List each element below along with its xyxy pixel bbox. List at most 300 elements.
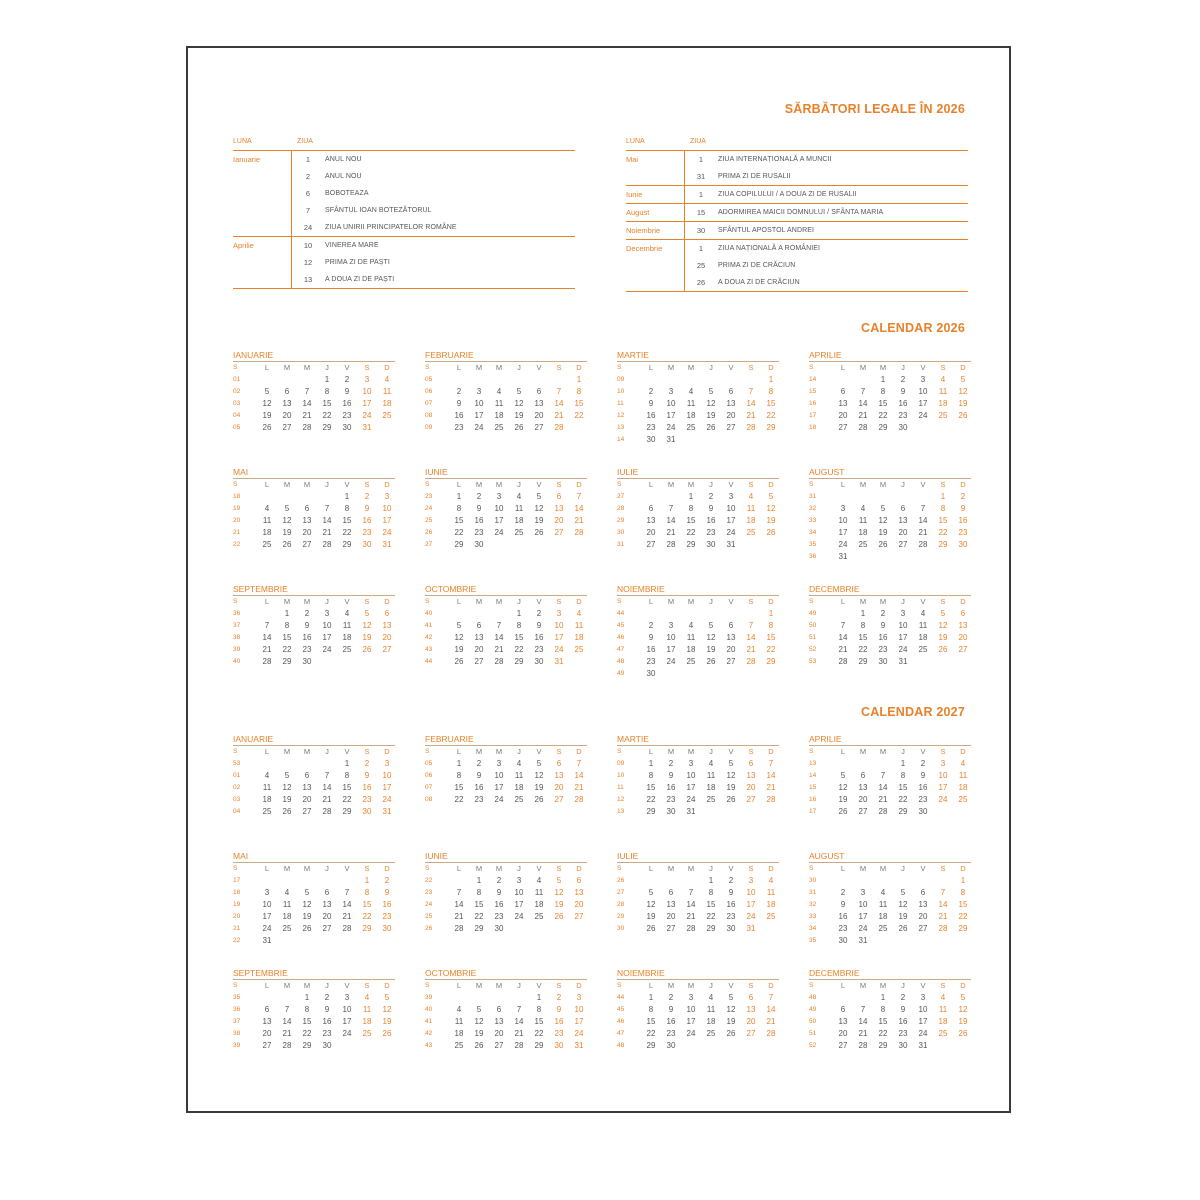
week-row — [425, 620, 587, 632]
day-cell: 26 — [282, 540, 292, 549]
weekday-header-row — [617, 863, 779, 875]
weekday-header: L — [456, 480, 462, 489]
day-cell: 8 — [536, 1005, 542, 1014]
day-cell: 21 — [494, 645, 504, 654]
week-row — [425, 374, 587, 386]
holiday-name: BOBOTEAZA — [325, 190, 369, 197]
month-name: DECEMBRIE — [809, 968, 971, 980]
day-cell: 13 — [534, 399, 544, 408]
week-column-header: S — [425, 598, 430, 605]
weekday-header: J — [325, 864, 329, 873]
day-cell: 25 — [938, 1029, 948, 1038]
day-cell: 25 — [382, 411, 392, 420]
week-row — [425, 503, 587, 515]
month-block — [809, 734, 971, 818]
day-cell: 12 — [454, 633, 464, 642]
day-cell: 28 — [766, 795, 776, 804]
week-row — [809, 899, 971, 911]
day-cell: 10 — [322, 621, 332, 630]
day-cell: 15 — [514, 633, 524, 642]
week-number: 41 — [425, 1018, 433, 1025]
holiday-name: ZIUA UNIRII PRINCIPATELOR ROMÂNE — [325, 224, 457, 231]
week-number: 05 — [425, 760, 433, 767]
day-cell: 18 — [746, 516, 756, 525]
week-number: 53 — [809, 658, 817, 665]
holiday-row — [233, 168, 575, 185]
day-cell: 4 — [264, 504, 270, 513]
day-cell: 25 — [514, 795, 524, 804]
week-number: 22 — [233, 541, 241, 548]
day-cell: 17 — [938, 783, 948, 792]
week-number: 16 — [809, 796, 817, 803]
weekday-header: V — [344, 363, 350, 372]
day-cell: 24 — [342, 1029, 352, 1038]
day-cell: 24 — [322, 645, 332, 654]
day-cell: 29 — [322, 423, 332, 432]
day-cell: 26 — [938, 645, 948, 654]
day-cell: 12 — [282, 516, 292, 525]
day-cell: 6 — [556, 759, 562, 768]
day-cell: 10 — [342, 1005, 352, 1014]
day-cell: 1 — [880, 375, 886, 384]
day-cell: 11 — [262, 516, 272, 525]
day-cell: 20 — [262, 1029, 272, 1038]
week-row — [617, 875, 779, 887]
day-cell: 11 — [706, 1005, 716, 1014]
weekday-header-row — [233, 746, 395, 758]
week-number: 51 — [809, 634, 817, 641]
day-cell: 27 — [746, 795, 756, 804]
day-cell: 14 — [302, 399, 312, 408]
day-cell: 8 — [324, 387, 330, 396]
day-cell: 17 — [918, 399, 928, 408]
day-cell: 21 — [878, 795, 888, 804]
day-cell: 11 — [766, 888, 776, 897]
day-cell: 1 — [324, 375, 330, 384]
week-number: 14 — [809, 772, 817, 779]
week-row — [425, 1040, 587, 1052]
holiday-row — [626, 274, 968, 291]
weekday-header: J — [709, 981, 713, 990]
day-cell: 30 — [362, 807, 372, 816]
week-column-header: S — [233, 865, 238, 872]
day-cell: 2 — [476, 492, 482, 501]
weekday-header-row — [809, 479, 971, 491]
day-cell: 25 — [746, 528, 756, 537]
day-cell: 21 — [302, 411, 312, 420]
day-cell: 5 — [840, 771, 846, 780]
day-cell: 24 — [726, 528, 736, 537]
day-cell: 29 — [514, 657, 524, 666]
day-cell: 13 — [302, 783, 312, 792]
weekday-header: J — [901, 480, 905, 489]
day-cell: 17 — [726, 516, 736, 525]
day-cell: 23 — [898, 411, 908, 420]
day-cell: 27 — [534, 423, 544, 432]
day-cell: 17 — [746, 900, 756, 909]
weekday-header: V — [728, 597, 734, 606]
day-cell: 18 — [686, 645, 696, 654]
week-row — [233, 503, 395, 515]
week-number: 31 — [809, 889, 817, 896]
day-cell: 23 — [382, 912, 392, 921]
day-cell: 12 — [534, 504, 544, 513]
day-cell: 14 — [666, 516, 676, 525]
holiday-name: VINEREA MARE — [325, 242, 379, 249]
holiday-row — [626, 168, 968, 185]
day-cell: 20 — [646, 528, 656, 537]
month-name: FEBRUARIE — [425, 734, 587, 746]
day-cell: 6 — [960, 609, 966, 618]
day-cell: 20 — [302, 528, 312, 537]
week-row — [425, 1004, 587, 1016]
day-cell: 4 — [456, 1005, 462, 1014]
day-cell: 12 — [282, 783, 292, 792]
week-row — [233, 539, 395, 551]
day-cell: 11 — [958, 771, 968, 780]
week-row — [233, 410, 395, 422]
day-cell: 2 — [496, 876, 502, 885]
weekday-header: M — [303, 597, 311, 606]
day-cell: 9 — [536, 621, 542, 630]
day-cell: 28 — [574, 795, 584, 804]
weekday-header: L — [840, 363, 846, 372]
day-cell: 23 — [302, 645, 312, 654]
day-cell: 12 — [554, 888, 564, 897]
day-cell: 21 — [574, 783, 584, 792]
holiday-day: 30 — [696, 226, 706, 235]
day-cell: 18 — [574, 633, 584, 642]
weekday-header: S — [556, 480, 562, 489]
day-cell: 4 — [536, 876, 542, 885]
weekday-header: J — [517, 363, 521, 372]
week-number: 46 — [617, 1018, 625, 1025]
month-block — [809, 350, 971, 434]
month-day-grid — [233, 863, 395, 947]
weekday-header: M — [475, 981, 483, 990]
day-cell: 6 — [496, 1005, 502, 1014]
day-cell: 7 — [880, 771, 886, 780]
day-cell: 23 — [898, 1029, 908, 1038]
day-cell: 17 — [362, 399, 372, 408]
weekday-header: M — [475, 597, 483, 606]
week-number: 37 — [233, 622, 241, 629]
week-row — [809, 758, 971, 770]
day-cell: 16 — [382, 900, 392, 909]
day-cell: 31 — [686, 807, 696, 816]
day-cell: 12 — [898, 900, 908, 909]
weekday-header: D — [960, 981, 966, 990]
holiday-day: 12 — [303, 258, 313, 267]
week-number: 14 — [617, 436, 625, 443]
holiday-row — [233, 151, 575, 168]
day-cell: 30 — [382, 924, 392, 933]
weekday-header: D — [960, 864, 966, 873]
week-column-header: S — [233, 598, 238, 605]
weekday-header: V — [728, 480, 734, 489]
day-cell: 20 — [574, 900, 584, 909]
day-cell: 18 — [766, 900, 776, 909]
week-row — [617, 992, 779, 1004]
weekday-header-row — [425, 746, 587, 758]
day-cell: 22 — [706, 912, 716, 921]
day-cell: 25 — [262, 807, 272, 816]
day-cell: 12 — [706, 399, 716, 408]
week-number: 14 — [809, 376, 817, 383]
week-row — [233, 806, 395, 818]
weekday-header: M — [283, 480, 291, 489]
weekday-header: V — [920, 363, 926, 372]
week-number: 50 — [809, 622, 817, 629]
day-cell: 22 — [646, 1029, 656, 1038]
holiday-name: ZIUA COPILULUI / A DOUA ZI DE RUSALII — [718, 191, 857, 198]
day-cell: 23 — [342, 411, 352, 420]
day-cell: 2 — [728, 876, 734, 885]
day-cell: 2 — [556, 993, 562, 1002]
day-cell: 24 — [666, 423, 676, 432]
week-row — [425, 1028, 587, 1040]
day-cell: 16 — [474, 783, 484, 792]
day-cell: 30 — [878, 657, 888, 666]
day-cell: 27 — [302, 540, 312, 549]
week-number: 27 — [425, 541, 433, 548]
weekday-header: D — [384, 480, 390, 489]
week-number: 21 — [233, 925, 241, 932]
week-number: 01 — [233, 376, 241, 383]
day-cell: 29 — [302, 1041, 312, 1050]
holiday-name: A DOUA ZI DE CRĂCIUN — [718, 279, 800, 286]
day-cell: 1 — [648, 759, 654, 768]
holiday-day: 10 — [303, 241, 313, 250]
day-cell: 19 — [554, 900, 564, 909]
day-cell: 22 — [898, 795, 908, 804]
day-cell: 30 — [494, 924, 504, 933]
day-cell: 29 — [706, 924, 716, 933]
day-cell: 9 — [496, 888, 502, 897]
day-cell: 2 — [476, 759, 482, 768]
weekday-header-row — [233, 863, 395, 875]
day-cell: 3 — [940, 759, 946, 768]
calendar-2026-title: CALENDAR 2026 — [860, 321, 965, 335]
week-row — [809, 923, 971, 935]
weekday-header: L — [264, 597, 270, 606]
day-cell: 22 — [766, 645, 776, 654]
weekday-header: M — [495, 981, 503, 990]
day-cell: 30 — [918, 807, 928, 816]
holiday-row — [233, 219, 575, 236]
day-cell: 5 — [536, 759, 542, 768]
day-cell: 19 — [878, 528, 888, 537]
week-row — [809, 398, 971, 410]
day-cell: 25 — [938, 411, 948, 420]
holiday-row — [626, 222, 968, 239]
weekday-header: J — [901, 597, 905, 606]
week-number: 18 — [809, 424, 817, 431]
day-cell: 21 — [666, 528, 676, 537]
day-cell: 7 — [496, 621, 502, 630]
day-cell: 23 — [474, 795, 484, 804]
weekday-header: J — [709, 363, 713, 372]
weekday-header: D — [384, 864, 390, 873]
day-cell: 12 — [514, 399, 524, 408]
col-day-label: ZIUA — [690, 138, 706, 145]
week-number: 50 — [809, 1018, 817, 1025]
week-column-header: S — [233, 748, 238, 755]
week-number: 20 — [233, 517, 241, 524]
day-cell: 10 — [726, 504, 736, 513]
day-cell: 30 — [554, 1041, 564, 1050]
day-cell: 4 — [960, 759, 966, 768]
weekday-header: S — [748, 864, 754, 873]
day-cell: 24 — [838, 540, 848, 549]
day-cell: 28 — [574, 528, 584, 537]
month-day-grid — [233, 746, 395, 818]
day-cell: 20 — [838, 411, 848, 420]
weekday-header-row — [425, 479, 587, 491]
day-cell: 3 — [668, 387, 674, 396]
day-cell: 25 — [958, 795, 968, 804]
week-number: 49 — [617, 670, 625, 677]
week-row — [809, 770, 971, 782]
day-cell: 19 — [958, 1017, 968, 1026]
weekday-header: M — [667, 864, 675, 873]
holiday-month: Aprilie — [233, 241, 254, 250]
week-number: 47 — [617, 646, 625, 653]
day-cell: 27 — [726, 657, 736, 666]
week-number: 19 — [233, 901, 241, 908]
day-cell: 5 — [728, 759, 734, 768]
week-row — [233, 491, 395, 503]
day-cell: 14 — [554, 399, 564, 408]
month-block — [425, 968, 587, 1052]
day-cell: 15 — [938, 516, 948, 525]
weekday-header: J — [325, 747, 329, 756]
day-cell: 15 — [878, 1017, 888, 1026]
day-cell: 24 — [746, 912, 756, 921]
weekday-header: M — [859, 597, 867, 606]
day-cell: 3 — [516, 876, 522, 885]
day-cell: 1 — [516, 609, 522, 618]
day-cell: 26 — [454, 657, 464, 666]
day-cell: 22 — [646, 795, 656, 804]
day-cell: 28 — [838, 657, 848, 666]
weekday-header: S — [748, 981, 754, 990]
day-cell: 3 — [324, 609, 330, 618]
day-cell: 7 — [748, 621, 754, 630]
weekday-header: V — [344, 597, 350, 606]
weekday-header: M — [859, 981, 867, 990]
week-number: 39 — [233, 646, 241, 653]
day-cell: 23 — [322, 1029, 332, 1038]
weekday-header: S — [748, 363, 754, 372]
week-row — [233, 935, 395, 947]
day-cell: 7 — [920, 504, 926, 513]
week-number: 01 — [233, 772, 241, 779]
day-cell: 6 — [840, 387, 846, 396]
day-cell: 15 — [686, 516, 696, 525]
day-cell: 25 — [534, 912, 544, 921]
day-cell: 5 — [364, 609, 370, 618]
day-cell: 12 — [878, 516, 888, 525]
day-cell: 21 — [282, 1029, 292, 1038]
day-cell: 26 — [766, 528, 776, 537]
day-cell: 21 — [262, 645, 272, 654]
weekday-header: M — [283, 864, 291, 873]
weekday-header-row — [809, 596, 971, 608]
day-cell: 2 — [456, 387, 462, 396]
weekday-header: M — [667, 597, 675, 606]
day-cell: 27 — [554, 528, 564, 537]
month-day-grid — [809, 596, 971, 668]
week-number: 43 — [425, 646, 433, 653]
day-cell: 17 — [474, 411, 484, 420]
day-cell: 25 — [282, 924, 292, 933]
day-cell: 26 — [262, 423, 272, 432]
week-number: 15 — [809, 784, 817, 791]
day-cell: 12 — [646, 900, 656, 909]
day-cell: 6 — [840, 1005, 846, 1014]
day-cell: 4 — [940, 375, 946, 384]
day-cell: 19 — [362, 633, 372, 642]
weekday-header: S — [748, 597, 754, 606]
day-cell: 20 — [302, 795, 312, 804]
day-cell: 25 — [262, 540, 272, 549]
day-cell: 17 — [666, 411, 676, 420]
holiday-name: A DOUA ZI DE PAȘTI — [325, 276, 395, 283]
day-cell: 26 — [878, 540, 888, 549]
month-block — [425, 467, 587, 551]
day-cell: 22 — [342, 528, 352, 537]
day-cell: 9 — [840, 900, 846, 909]
week-number: 05 — [425, 376, 433, 383]
holiday-day: 13 — [303, 275, 313, 284]
day-cell: 10 — [938, 771, 948, 780]
day-cell: 15 — [454, 783, 464, 792]
holiday-day: 7 — [305, 206, 311, 215]
week-column-header: S — [617, 748, 622, 755]
day-cell: 27 — [282, 423, 292, 432]
week-row — [617, 1004, 779, 1016]
weekday-header: M — [667, 363, 675, 372]
day-cell: 15 — [574, 399, 584, 408]
weekday-header: L — [456, 363, 462, 372]
weekday-header: S — [940, 864, 946, 873]
week-number: 32 — [809, 901, 817, 908]
week-column-header: S — [809, 598, 814, 605]
weekday-header: D — [384, 363, 390, 372]
day-cell: 9 — [920, 771, 926, 780]
day-cell: 3 — [688, 759, 694, 768]
week-number: 09 — [617, 760, 625, 767]
weekday-header: M — [859, 363, 867, 372]
day-cell: 26 — [534, 528, 544, 537]
day-cell: 16 — [554, 1017, 564, 1026]
day-cell: 16 — [726, 900, 736, 909]
day-cell: 24 — [554, 645, 564, 654]
day-cell: 18 — [362, 1017, 372, 1026]
weekday-header: D — [384, 747, 390, 756]
day-cell: 28 — [858, 1041, 868, 1050]
holiday-day: 6 — [305, 189, 311, 198]
day-cell: 25 — [858, 540, 868, 549]
day-cell: 21 — [554, 411, 564, 420]
weekday-header: M — [475, 363, 483, 372]
day-cell: 30 — [362, 540, 372, 549]
day-cell: 31 — [858, 936, 868, 945]
day-cell: 7 — [304, 387, 310, 396]
day-cell: 10 — [554, 621, 564, 630]
day-cell: 22 — [474, 912, 484, 921]
